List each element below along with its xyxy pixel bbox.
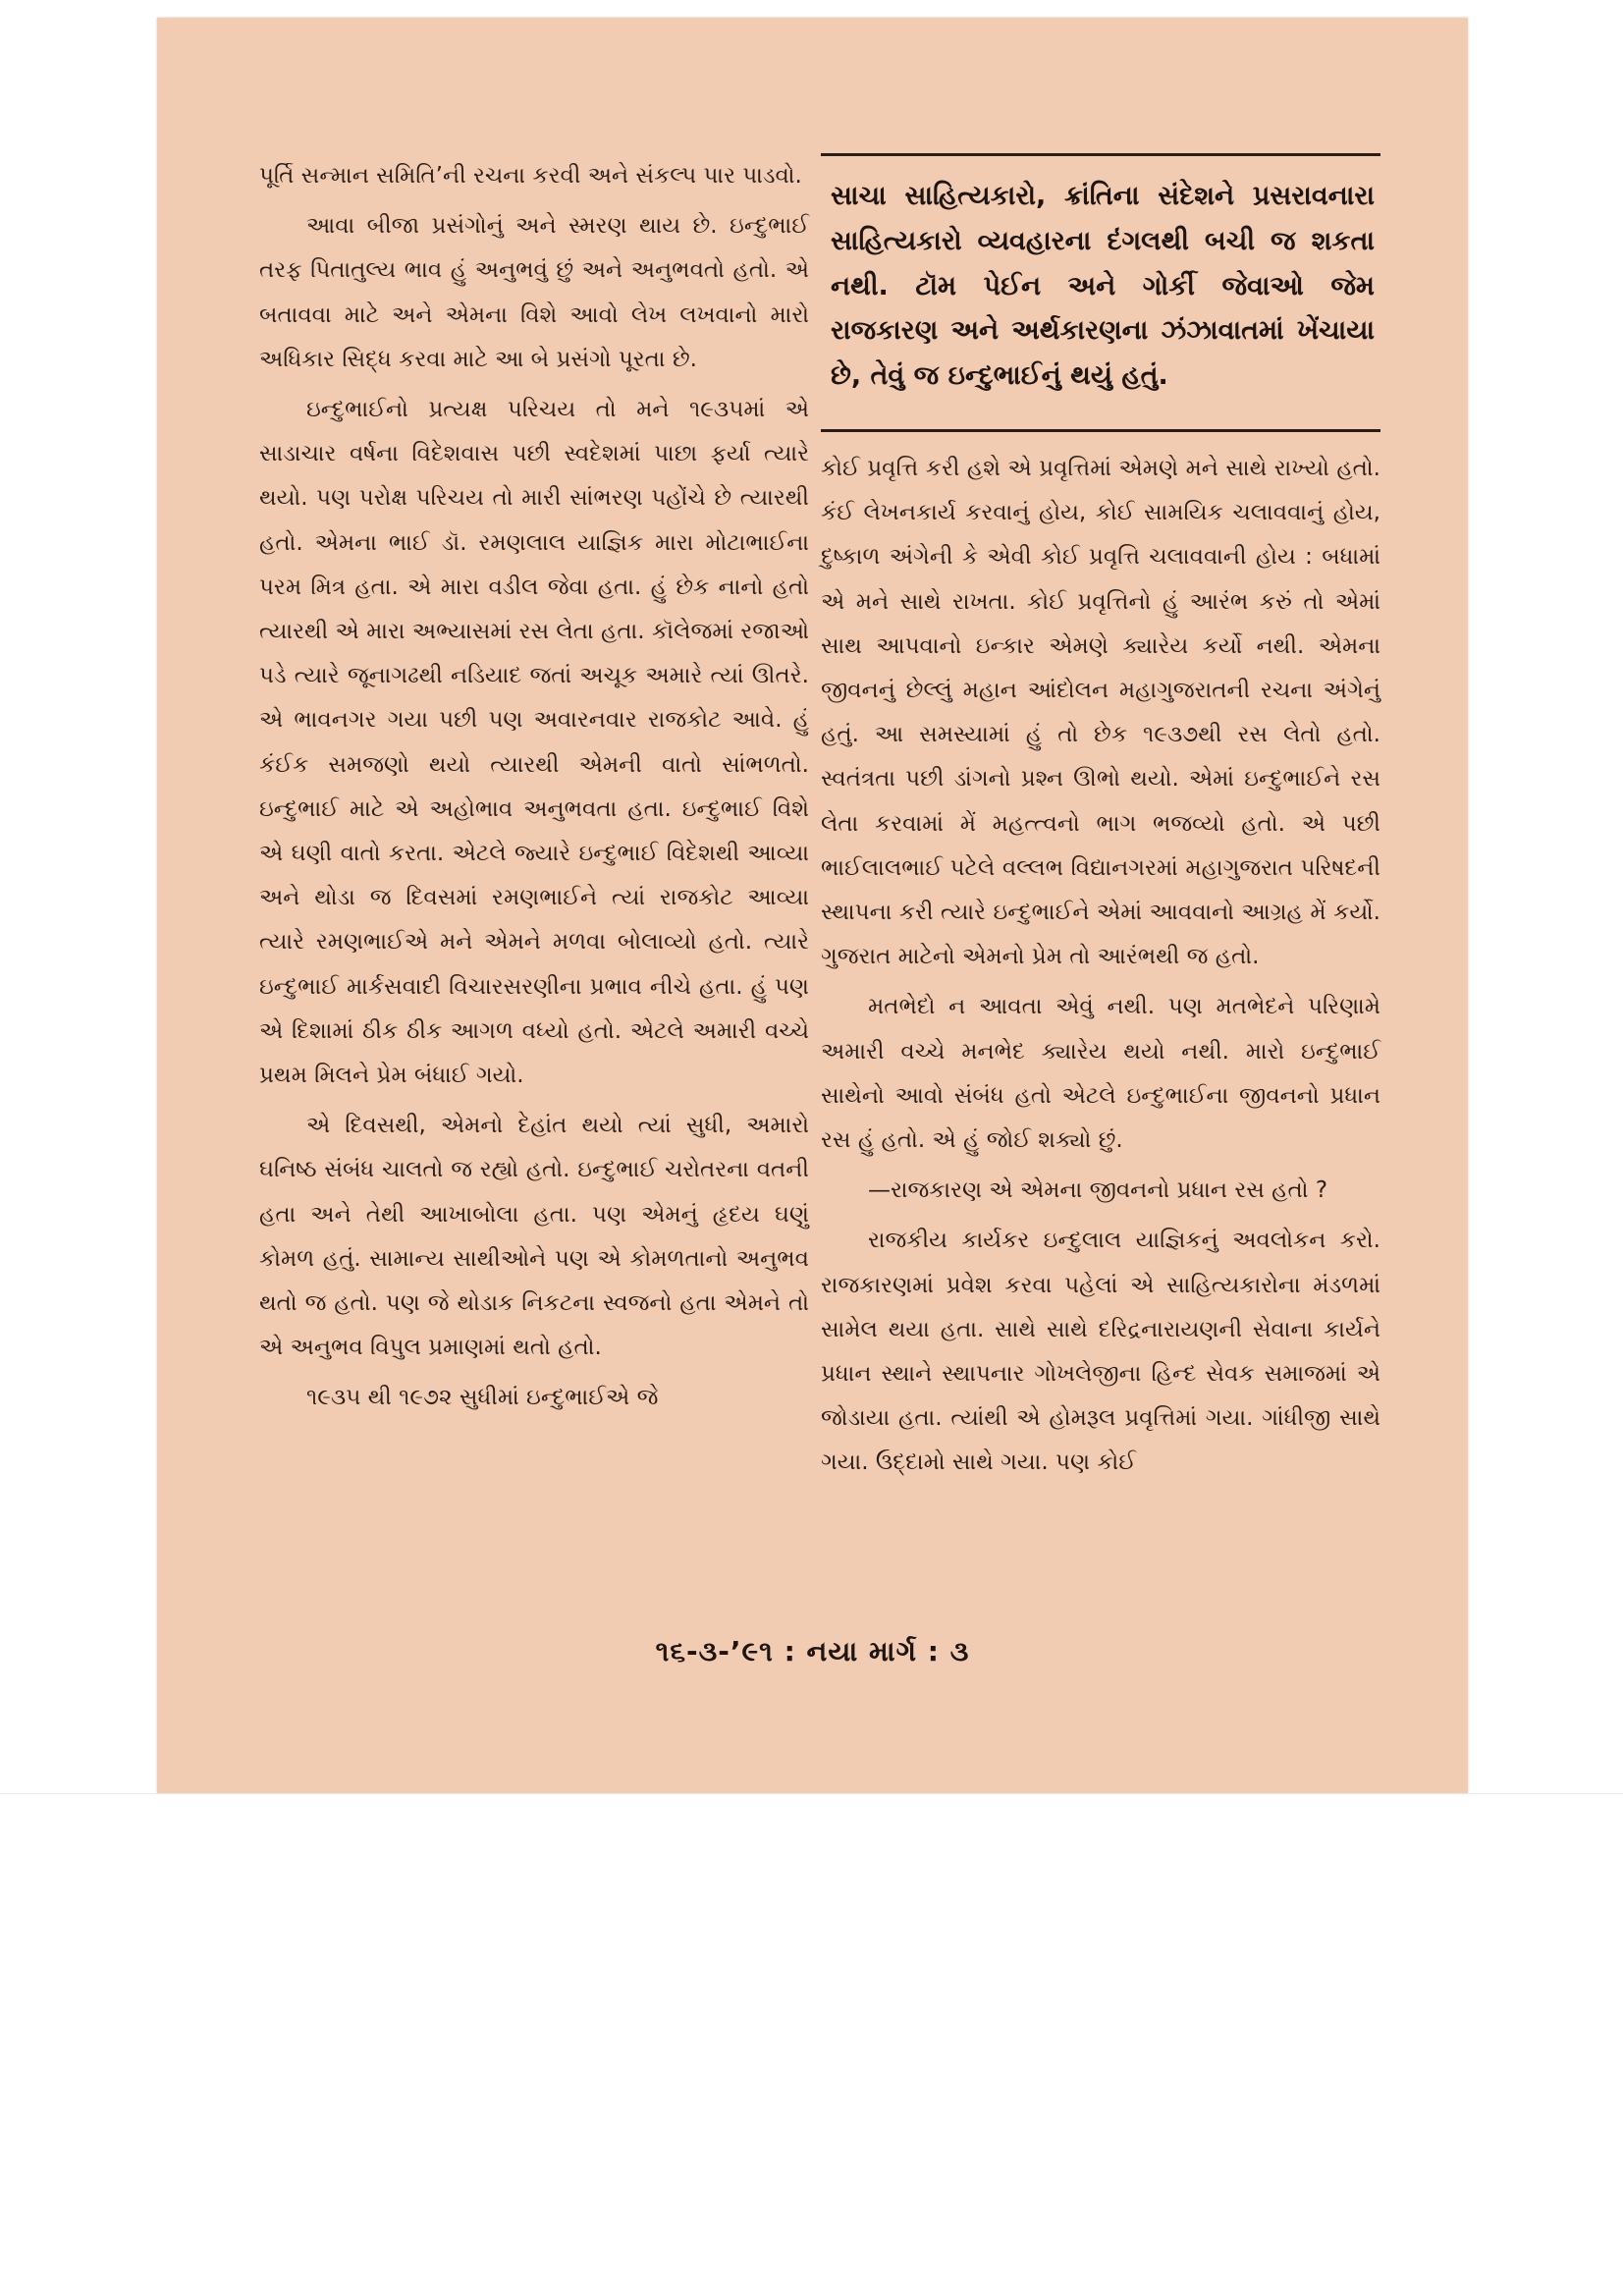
paragraph-4: એ દિવસથી, એમનો દેહાંત થયો ત્યાં સુધી, અમારો ઘનિષ્ઠ સંબંધ ચાલતો જ રહ્યો હતો. ઇન્દુભાઈ ચરોતરના વતની હતા અને તેથી આખાબોલા હતા. પણ એમનું હૃદય ઘણું કોમળ હતું. સામાન્ય સાથીઓને પણ એ કોમળતાનો અનુભવ થતો જ હતો. પણ જે થોડાક નિકટના સ્વજનો હતા એમને તો એ અનુભવ વિપુલ પ્રમાણમાં થતો હતો. [259,1113,809,1361]
paragraph-1: પૂર્તિ સન્માન સમિતિ’ની રચના કરવી અને સંકલ્પ પાર પાડવો. [259,163,802,189]
paragraph-5: ૧૯૩૫ થી ૧૯૭૨ સુધીમાં ઇન્દુભાઈએ જે [306,1385,659,1411]
paragraph-6: કોઈ પ્રવૃત્તિ કરી હશે એ પ્રવૃત્તિમાં એમણે મને સાથે રાખ્યો હતો. કંઈ લેખનકાર્ય કરવાનું હોય, કોઈ સામયિક ચલાવવાનું હોય, દુષ્કાળ અંગેની કે એવી કોઈ પ્રવૃત્તિ ચલાવવાની હોય : બધામાં એ મને સાથે રાખતા. કોઈ પ્રવૃત્તિનો હું આરંભ કરું તો એમાં સાથ આપવાનો ઇન્કાર એમણે ક્યારેય કર્યો નથી. એમના જીવનનું છેલ્લું મહાન આંદોલન મહાગુજરાતની રચના અંગેનું હતું. આ સમસ્યામાં હું તો છેક ૧૯૩૭થી રસ લેતો હતો. સ્વતંત્રતા પછી ડાંગનો પ્રશ્ન ઊભો થયો. એમાં ઇન્દુભાઈને રસ લેતા કરવામાં મેં મહત્ત્વનો ભાગ ભજવ્યો હતો. એ પછી ભાઈલાલભાઈ પટેલે વલ્લભ વિદ્યાનગરમાં મહાગુજરાત પરિષદની સ્થાપના કરી ત્યારે ઇન્દુભાઈને એમાં આવવાનો આગ્રહ મેં કર્યો. ગુજરાત માટેનો એમનો પ્રેમ તો આરંભથી જ હતો. [821,456,1380,970]
magazine-page [157,18,1468,1793]
paragraph-3: ઇન્દુભાઈનો પ્રત્યક્ષ પરિચય તો મને ૧૯૩૫માં એ સાડાચાર વર્ષના વિદેશવાસ પછી સ્વદેશમાં પાછા ફર્યા ત્યારે થયો. પણ પરોક્ષ પરિચય તો મારી સાંભરણ પહોંચે છે ત્યારથી હતો. એમના ભાઈ ડૉ. રમણલાલ યાજ્ઞિક મારા મોટાભાઈના પરમ મિત્ર હતા. એ મારા વડીલ જેવા હતા. હું છેક નાનો હતો ત્યારથી એ મારા અભ્યાસમાં રસ લેતા હતા. કૉલેજમાં રજાઓ પડે ત્યારે જૂનાગઢથી નડિયાદ જતાં અચૂક અમારે ત્યાં ઊતરે. એ ભાવનગર ગયા પછી પણ અવારનવાર રાજકોટ આવે. હું કંઈક સમજણો થયો ત્યારથી એમની વાતો સાંભળતો. ઇન્દુભાઈ માટે એ અહોભાવ અનુભવતા હતા. ઇન્દુભાઈ વિશે એ ઘણી વાતો કરતા. એટલે જ્યારે ઇન્દુભાઈ વિદેશથી આવ્યા અને થોડા જ દિવસમાં રમણભાઈને ત્યાં રાજકોટ આવ્યા ત્યારે રમણભાઈએ મને એમને મળવા બોલાવ્યો હતો. ત્યારે ઇન્દુભાઈ માર્કસવાદી વિચારસરણીના પ્રભાવ નીચે હતા. હું પણ એ દિશામાં ઠીક ઠીક આગળ વધ્યો હતો. એટલે અમારી વચ્ચે પ્રથમ મિલને પ્રેમ બંધાઈ ગયો. [259,397,809,1089]
scan-divider-line [0,1793,1623,1794]
pull-quote: સાચા સાહિત્યકારો, ક્રાંતિના સંદેશને પ્રસરાવનારા સાહિત્યકારો વ્યવહારના દંગલથી બચી જ શકતા નથી. ટૉમ પેઈન અને ગોર્કી જેવાઓ જેમ રાજકારણ અને અર્થકારણના ઝંઝાવાતમાં ખેંચાયા છે, તેવું જ ઇન્દુભાઈનું થયું હતું. [821,153,1380,432]
paragraph-8: રાજકીય કાર્યકર ઇન્દુલાલ યાજ્ઞિકનું અવલોકન કરો. રાજકારણમાં પ્રવેશ કરવા પહેલાં એ સાહિત્યકારોના મંડળમાં સામેલ થયા હતા. સાથે સાથે દરિદ્રનારાયણની સેવાના કાર્યને પ્રધાન સ્થાને સ્થાપનાર ગોખલેજીના હિન્દ સેવક સમાજમાં એ જોડાયા હતા. ત્યાંથી એ હોમરૂલ પ્રવૃત્તિમાં ગયા. ગાંધીજી સાથે ગયા. ઉદ્દામો સાથે ગયા. પણ કોઈ [821,1228,1380,1476]
page-footer: ૧૬-૩-’૯૧ : નયા માર્ગ : ૩ [655,1635,970,1667]
question-line: —રાજકારણ એ એમના જીવનનો પ્રધાન રસ હતો ? [868,1177,1328,1204]
left-column [259,154,809,1421]
paragraph-7: મતભેદો ન આવતા એવું નથી. પણ મતભેદને પરિણામે અમારી વચ્ચે મનભેદ ક્યારેય થયો નથી. મારો ઇન્દુભાઈ સાથેનો આવો સંબંધ હતો એટલે ઇન્દુભાઈના જીવનનો પ્રધાન રસ હું હતો. એ હું જોઈ શક્યો છું. [821,994,1380,1154]
paragraph-2: આવા બીજા પ્રસંગોનું અને સ્મરણ થાય છે. ઇન્દુભાઈ તરફ પિતાતુલ્ય ભાવ હું અનુભવું છું અને અનુભવતો હતો. એ બતાવવા માટે અને એમના વિશે આવો લેખ લખવાનો મારો અધિકાર સિદ્ધ કરવા માટે આ બે પ્રસંગો પૂરતા છે. [259,213,809,372]
right-column [821,447,1380,1486]
